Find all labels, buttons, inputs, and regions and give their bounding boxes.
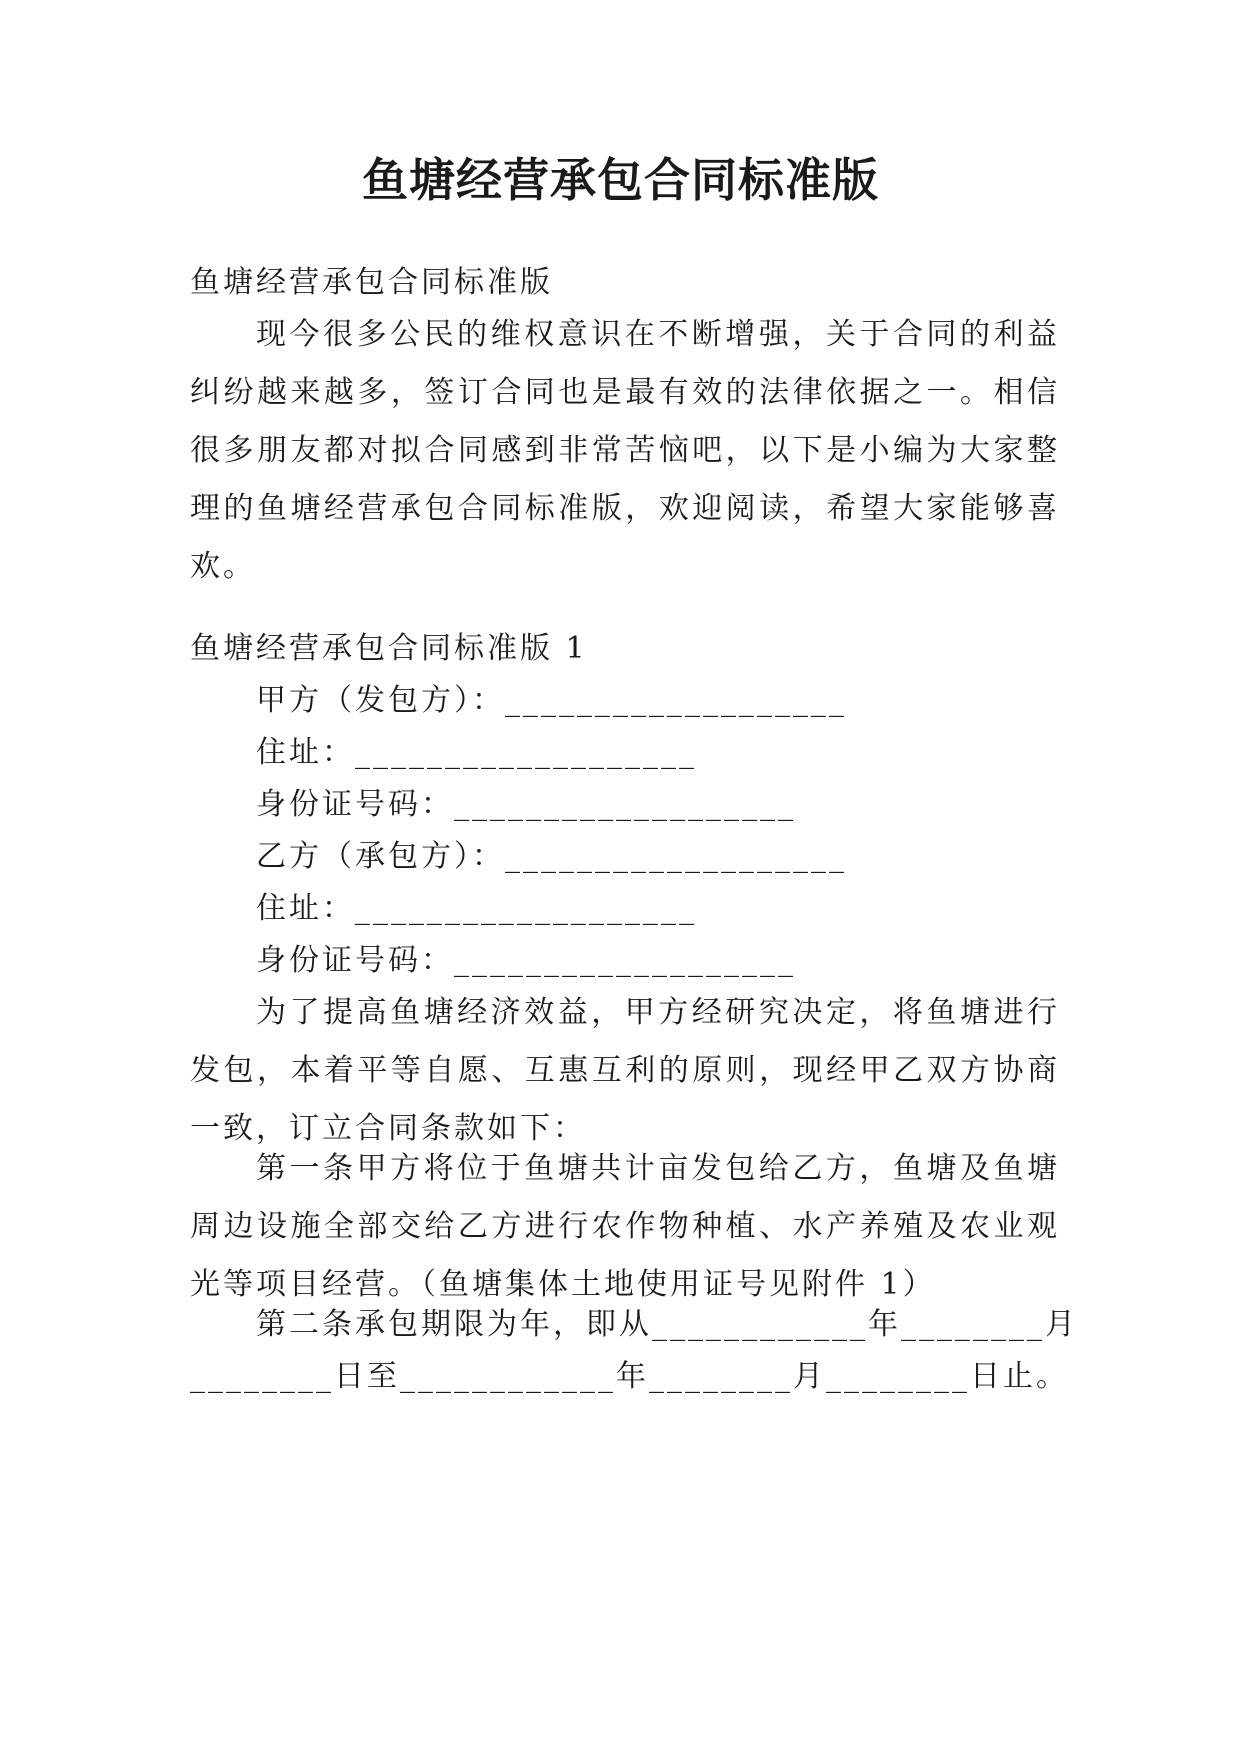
party-b-field: 乙方（承包方）：___________________ [256, 839, 847, 874]
party-b-id-field: 身份证号码：___________________ [256, 943, 796, 978]
preamble-paragraph: 为了提高鱼塘经济效益，甲方经研究决定，将鱼塘进行发包，本着平等自愿、互惠互利的原则，现经甲乙双方协商一致，订立合同条款如下： [190, 995, 1060, 1146]
article-2-line-1: 第二条承包期限为年，即从____________年________月 [256, 1307, 1078, 1342]
document-title: 鱼塘经营承包合同标准版 [362, 153, 879, 207]
party-a-address-field: 住址：___________________ [256, 735, 697, 770]
intro-paragraph: 现今很多公民的维权意识在不断增强，关于合同的利益纠纷越来越多，签订合同也是最有效的法律依据之一。相信很多朋友都对拟合同感到非常苦恼吧，以下是小编为大家整理的鱼塘经营承包合同标准版，欢迎阅读，希望大家能够喜欢。 [190, 317, 1060, 584]
section-title: 鱼塘经营承包合同标准版 1 [190, 631, 588, 666]
article-2-line-2: ________日至____________年________月________日止。 [190, 1359, 1069, 1394]
party-a-id-field: 身份证号码：___________________ [256, 787, 796, 822]
party-a-field: 甲方（发包方）：___________________ [256, 683, 847, 718]
party-b-address-field: 住址：___________________ [256, 891, 697, 926]
document-subtitle: 鱼塘经营承包合同标准版 [190, 265, 553, 300]
article-1-paragraph: 第一条甲方将位于鱼塘共计亩发包给乙方，鱼塘及鱼塘周边设施全部交给乙方进行农作物种植、水产养殖及农业观光等项目经营。（鱼塘集体土地使用证号见附件 1） [190, 1151, 1060, 1302]
